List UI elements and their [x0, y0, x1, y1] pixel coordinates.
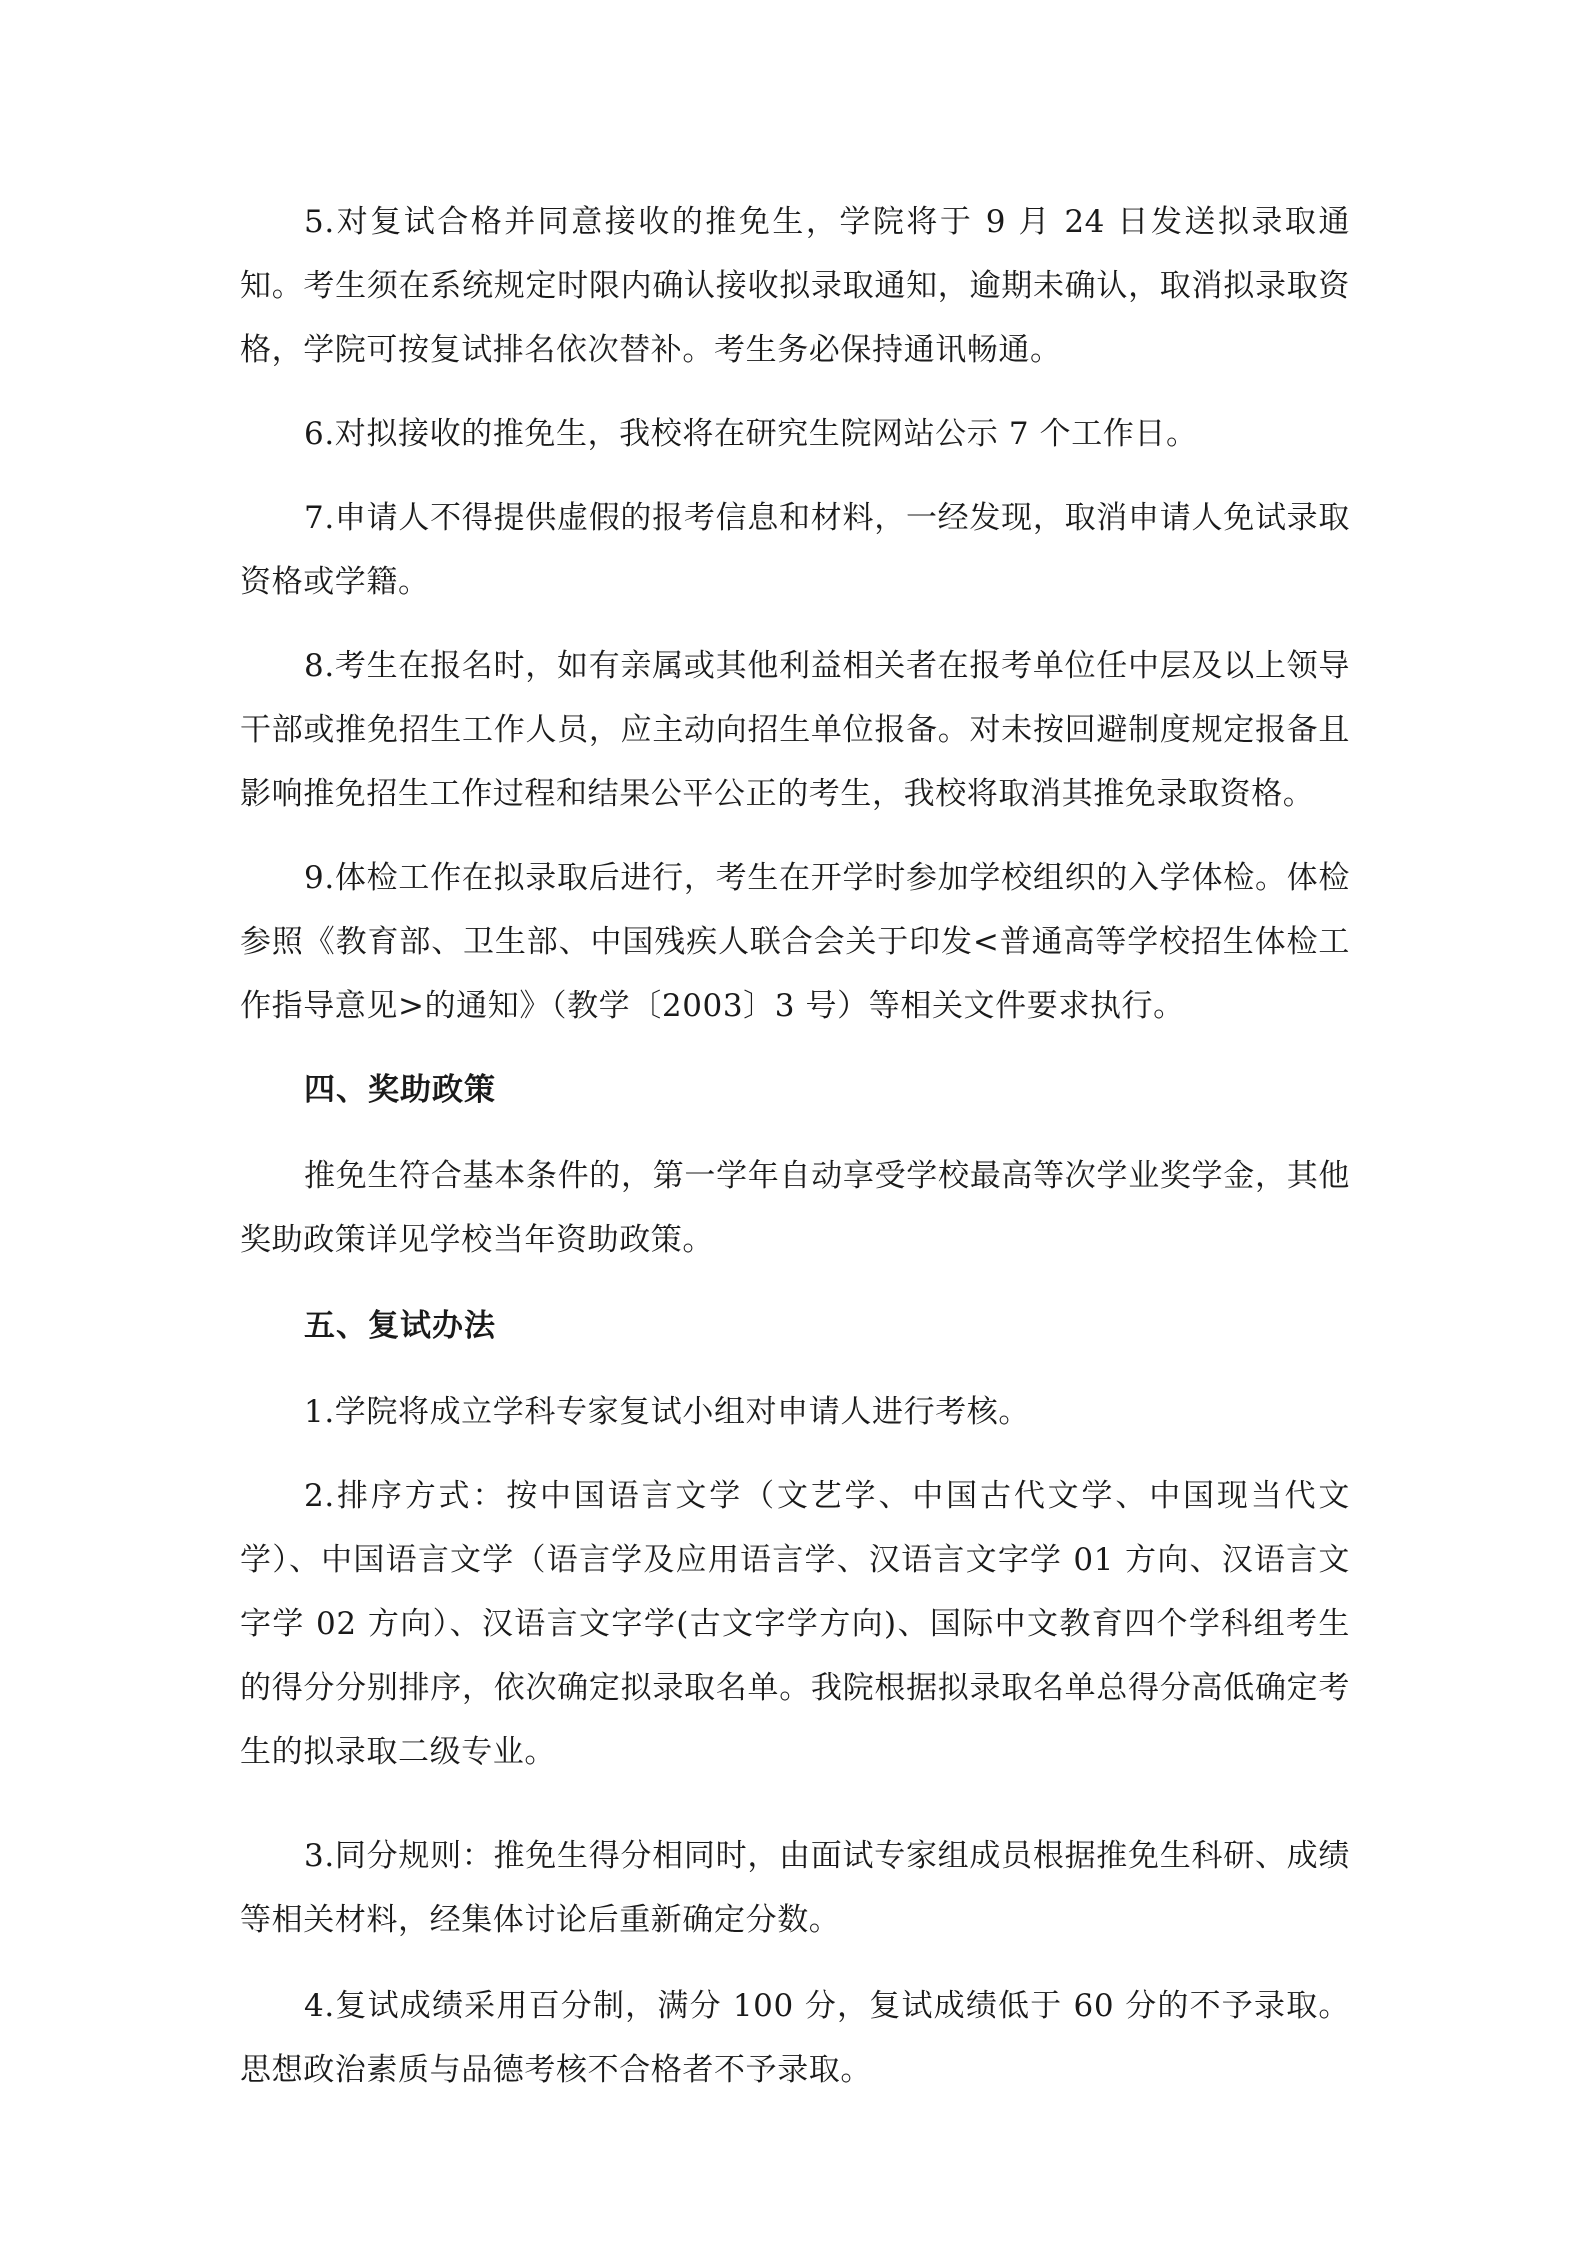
section-heading-scholarship: 四、奖助政策: [304, 1072, 496, 1108]
section-heading-retest: 五、复试办法: [304, 1308, 496, 1344]
paragraph-item-6: 6.对拟接收的推免生，我校将在研究生院网站公示 7 个工作日。: [304, 416, 1198, 452]
retest-item-3: 3.同分规则：推免生得分相同时，由面试专家组成员根据推免生科研、成绩等相关材料，经集体讨论后重新确定分数。: [240, 1838, 1350, 1938]
retest-item-4: 4.复试成绩采用百分制，满分 100 分，复试成绩低于 60 分的不予录取。思想政治素质与品德考核不合格者不予录取。: [240, 1988, 1350, 2088]
scholarship-paragraph: 推免生符合基本条件的，第一学年自动享受学校最高等次学业奖学金，其他奖助政策详见学校当年资助政策。: [240, 1158, 1350, 1258]
paragraph-item-8: 8.考生在报名时，如有亲属或其他利益相关者在报考单位任中层及以上领导干部或推免招生工作人员，应主动向招生单位报备。对未按回避制度规定报备且影响推免招生工作过程和结果公平公正的考生，我校将取消其推免录取资格。: [240, 648, 1350, 812]
paragraph-item-9: 9.体检工作在拟录取后进行，考生在开学时参加学校组织的入学体检。体检参照《教育部、卫生部、中国残疾人联合会关于印发<普通高等学校招生体检工作指导意见>的通知》（教学〔2003〕3 号）等相关文件要求执行。: [240, 860, 1350, 1024]
paragraph-item-7: 7.申请人不得提供虚假的报考信息和材料，一经发现，取消申请人免试录取资格或学籍。: [240, 500, 1350, 600]
retest-item-2: 2.排序方式：按中国语言文学（文艺学、中国古代文学、中国现当代文学）、中国语言文学（语言学及应用语言学、汉语言文字学 01 方向、汉语言文字学 02 方向）、汉语言文字学(古文字学方向)、国际中文教育四个学科组考生的得分分别排序，依次确定拟录取名单。我院根据拟录取名单总得分高低确定考生的拟录取二级专业。: [240, 1478, 1350, 1770]
document-page: [240, 190, 1350, 2102]
paragraph-item-5: 5.对复试合格并同意接收的推免生，学院将于 9 月 24 日发送拟录取通知。考生须在系统规定时限内确认接收拟录取通知，逾期未确认，取消拟录取资格，学院可按复试排名依次替补。考生务必保持通讯畅通。: [240, 204, 1350, 368]
retest-item-1: 1.学院将成立学科专家复试小组对申请人进行考核。: [304, 1394, 1030, 1430]
